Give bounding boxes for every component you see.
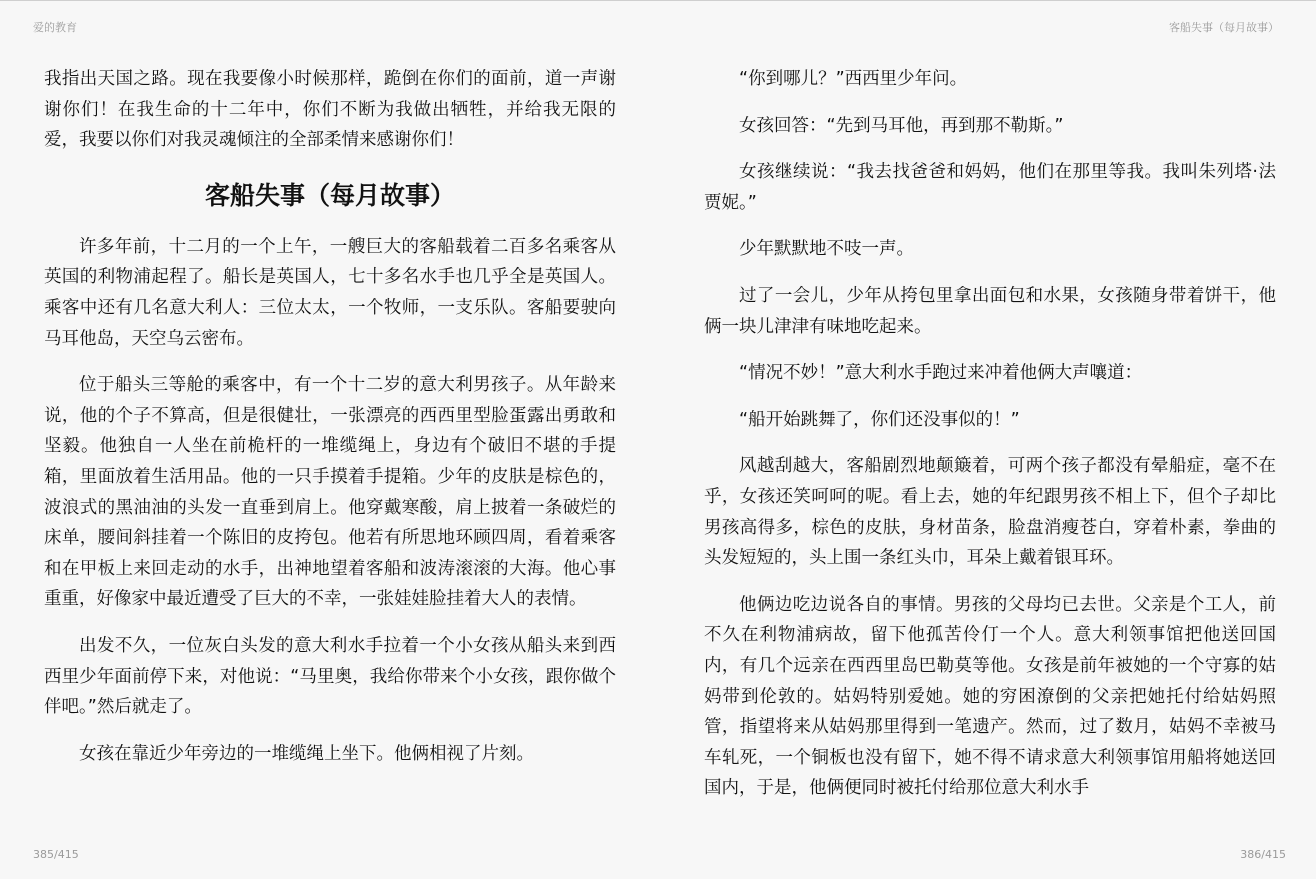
continued-paragraph: 我指出天国之路。现在我要像小时候那样，跪倒在你们的面前，道一声谢谢你们！在我生命的十二年中，你们不断为我做出牺牲，并给我无限的爱，我要以你们对我灵魂倾注的全部柔情来感谢你们！ [44, 69, 616, 151]
paragraph: 位于船头三等舱的乘客中，有一个十二岁的意大利男孩子。从年龄来说，他的个子不算高，但是很健壮，一张漂亮的西西里型脸蛋露出勇敢和坚毅。他独自一人坐在前桅杆的一堆缆绳上，身边有个破旧不堪的手提箱，里面放着生活用品。他的一只手摸着手提箱。少年的皮肤是棕色的，波浪式的黑油油的头发一直垂到肩上。他穿戴寒酸，肩上披着一条破烂的床单，腰间斜挂着一个陈旧的皮挎包。他若有所思地环顾四周，看着乘客和在甲板上来回走动的水手，出神地望着客船和波涛滚滚的大海。他心事重重，好像家中最近遭受了巨大的不幸，一张娃娃脸挂着大人的表情。 [44, 375, 616, 610]
paragraph: 出发不久，一位灰白头发的意大利水手拉着一个小女孩从船头来到西西里少年面前停下来，对他说：“马里奥，我给你带来个小女孩，跟你做个伴吧。”然后就走了。 [44, 635, 616, 718]
paragraph: 女孩在靠近少年旁边的一堆缆绳上坐下。他俩相视了片刻。 [79, 743, 534, 764]
paragraph: 他俩边吃边说各自的事情。男孩的父母均已去世。父亲是个工人，前不久在利物浦病故，留下他孤苦伶仃一个人。意大利领事馆把他送回国内，有几个远亲在西西里岛巴勒莫等他。女孩是前年被她的一个守寡的姑妈带到伦敦的。姑妈特别爱她。她的穷困潦倒的父亲把她托付给姑妈照管，指望将来从姑妈那里得到一笔遗产。然而，过了数月，姑妈不幸被马车轧死，一个铜板也没有留下，她不得不请求意大利领事馆用船将她送回国内，于是，他俩便同时被托付给那位意大利水手 [704, 594, 1276, 799]
paragraph: 过了一会儿，少年从挎包里拿出面包和水果，女孩随身带着饼干，他俩一块儿津津有味地吃起来。 [704, 285, 1276, 337]
paragraph: 风越刮越大，客船剧烈地颠簸着，可两个孩子都没有晕船症，毫不在乎，女孩还笑呵呵的呢。看上去，她的年纪跟男孩不相上下，但个子却比男孩高得多，棕色的皮肤，身材苗条，脸盘消瘦苍白，穿着朴素，拳曲的头发短短的，头上围一条红头巾，耳朵上戴着银耳环。 [704, 456, 1276, 569]
paragraph: 少年默默地不吱一声。 [739, 239, 914, 260]
chapter-title: 客船失事（每月故事） [1169, 21, 1279, 34]
right-page[interactable] [704, 64, 1276, 834]
paragraph: “船开始跳舞了，你们还没事似的！” [739, 409, 1020, 430]
right-page-number: 386/415 [1240, 848, 1286, 861]
paragraph: 女孩回答：“先到马耳他，再到那不勒斯。” [739, 115, 1064, 136]
top-divider [0, 0, 1316, 1]
paragraph: 女孩继续说：“我去找爸爸和妈妈，他们在那里等我。我叫朱列塔·法贾妮。” [704, 162, 1276, 213]
left-page-number: 385/415 [33, 848, 79, 861]
paragraph: 许多年前，十二月的一个上午，一艘巨大的客船载着二百多名乘客从英国的利物浦起程了。船长是英国人，七十多名水手也几乎全是英国人。乘客中还有几名意大利人：三位太太，一个牧师，一支乐队。客船要驶向马耳他岛，天空乌云密布。 [44, 236, 616, 349]
book-title: 爱的教育 [33, 21, 77, 34]
paragraph: “情况不妙！”意大利水手跑过来冲着他俩大声嚷道： [739, 363, 1143, 384]
paragraph: “你到哪儿？”西西里少年问。 [739, 69, 968, 89]
left-page[interactable] [44, 64, 616, 834]
chapter-heading: 客船失事（每月故事） [204, 180, 455, 210]
